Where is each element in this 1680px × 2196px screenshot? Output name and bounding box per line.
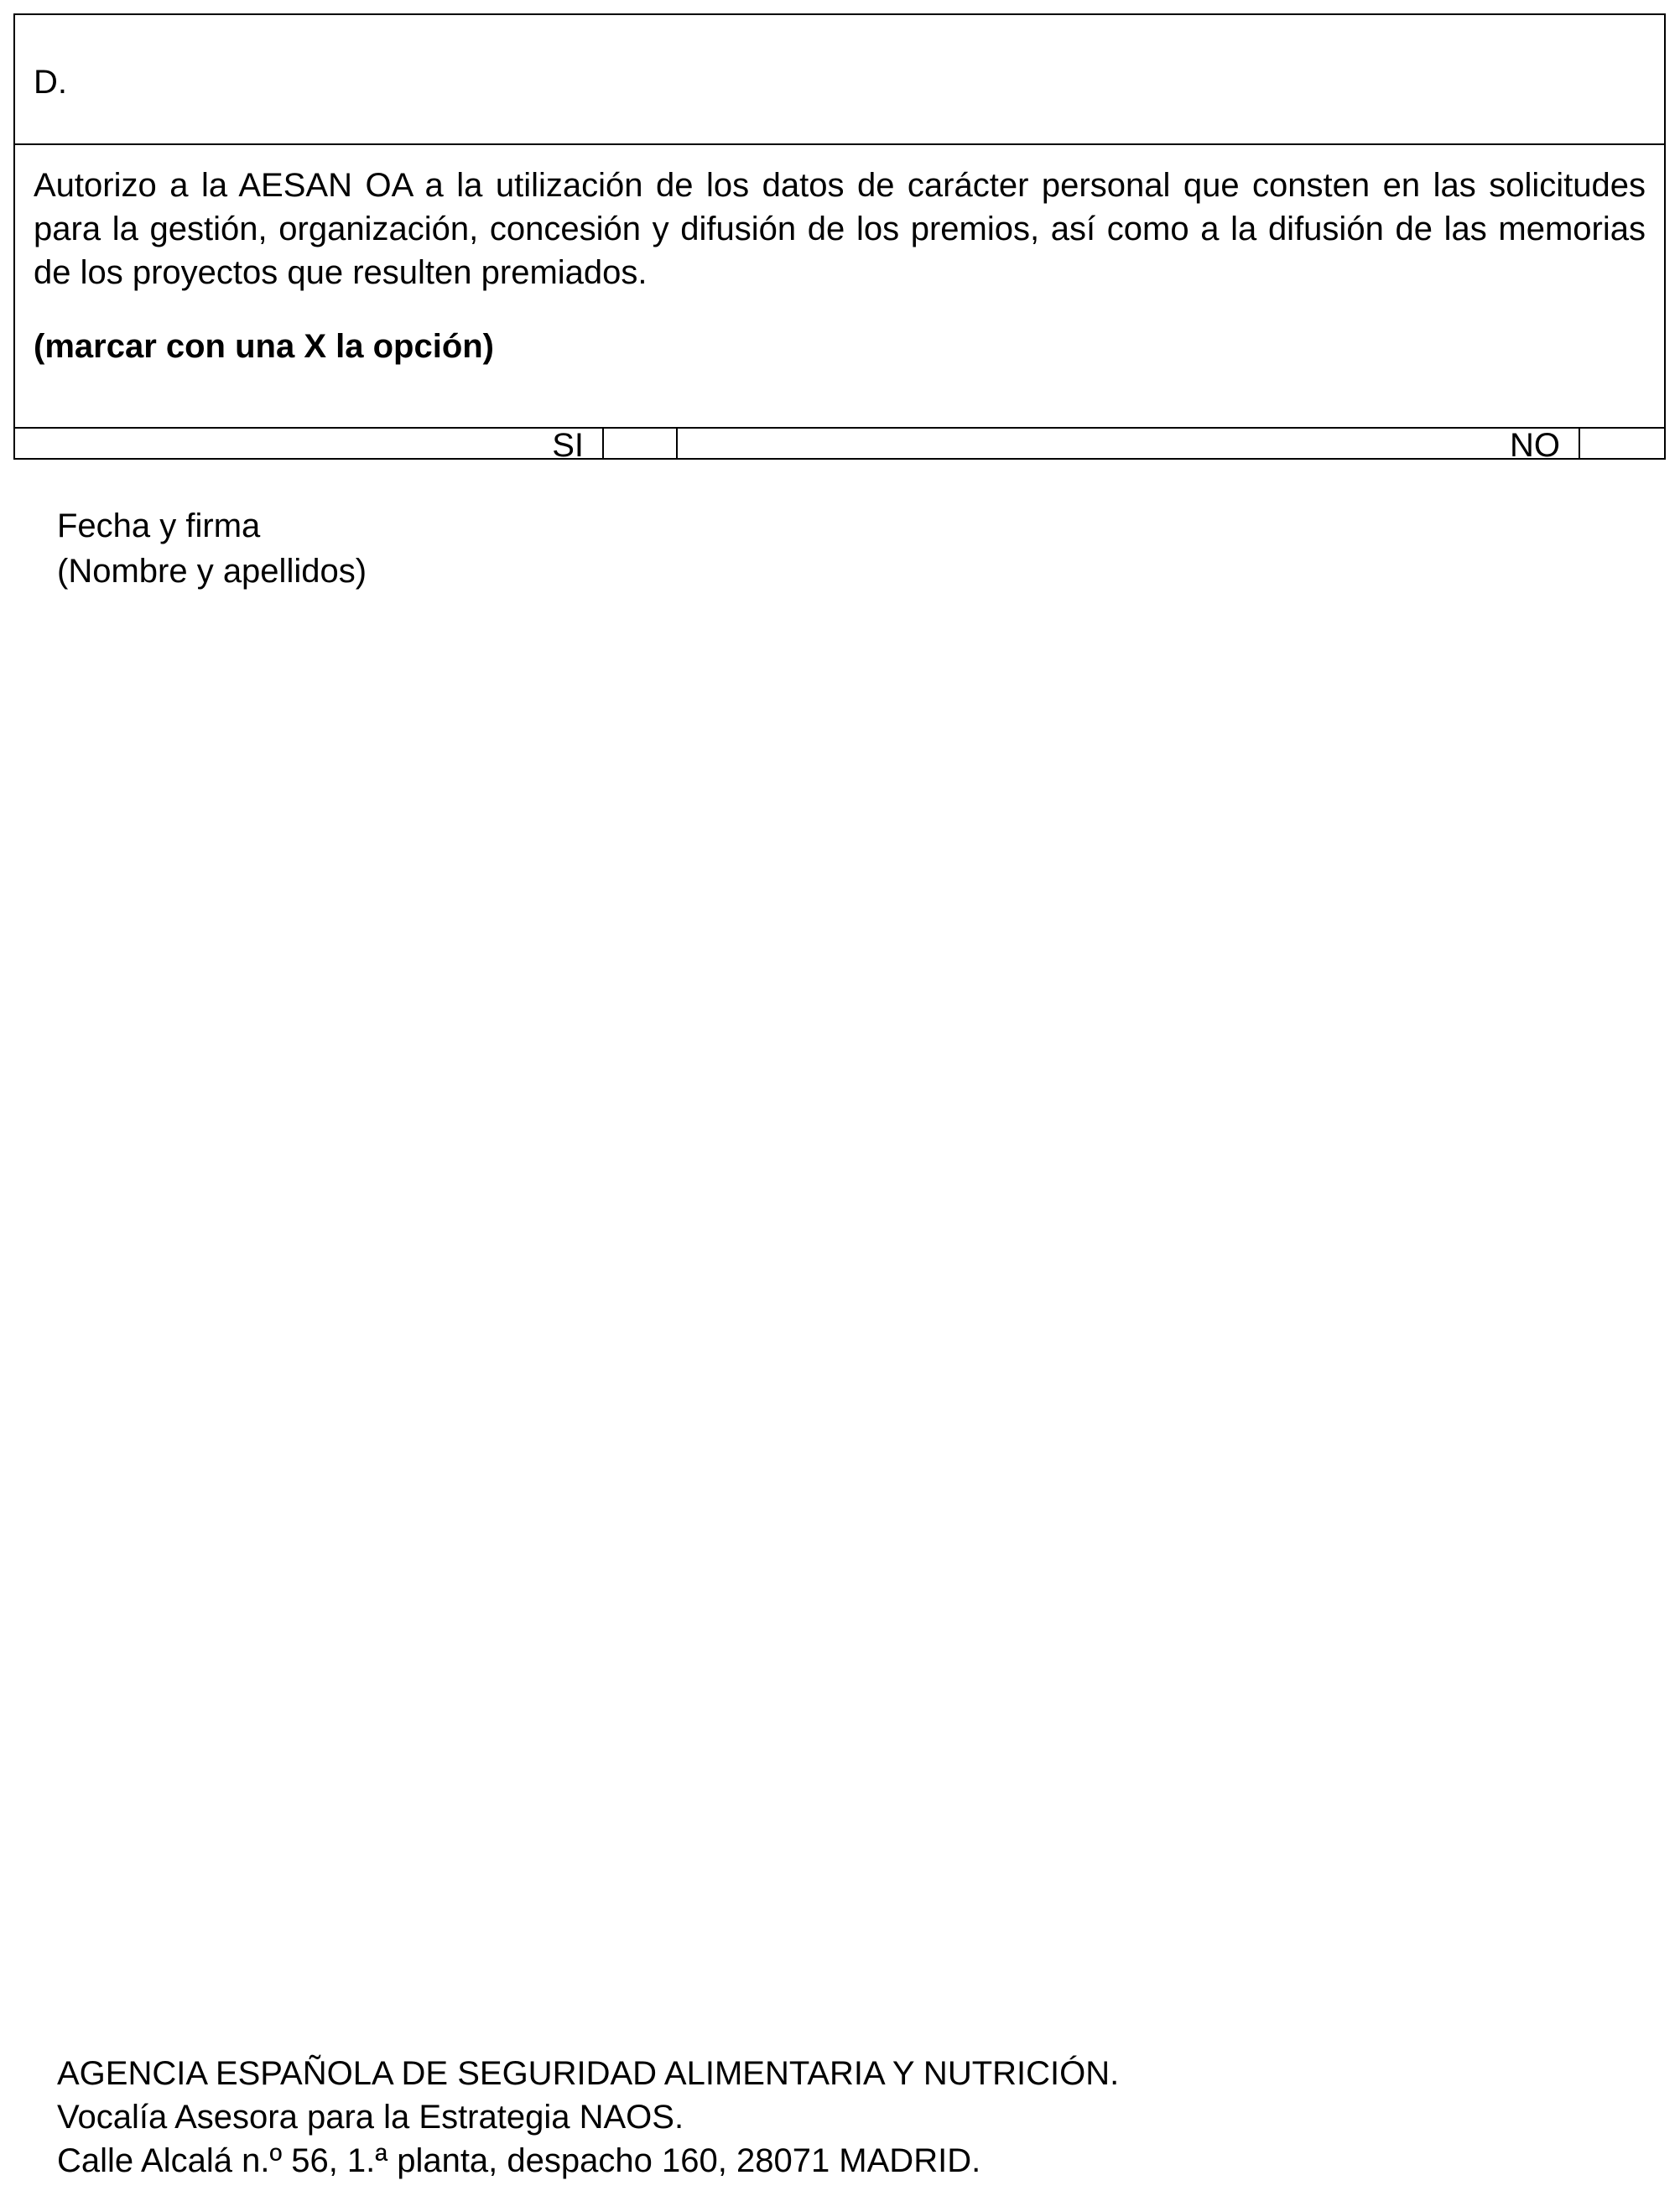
options-row bbox=[15, 427, 1664, 464]
option-no-checkbox[interactable] bbox=[1580, 429, 1664, 458]
signature-block bbox=[57, 503, 367, 594]
name-row[interactable] bbox=[15, 15, 1664, 145]
authorization-row bbox=[15, 145, 1664, 429]
footer-department: Vocalía Asesora para la Estrategia NAOS. bbox=[57, 2099, 684, 2136]
option-yes-label: SI bbox=[15, 429, 604, 458]
authorization-text: Autorizo a la AESAN OA a la utilización de los datos de carácter personal que consten en las solicitudes para la gestión, organización, concesión y difusión de los premios, así como a la difusión de las memorias de los proyectos que resulten premiados. bbox=[34, 167, 1646, 291]
signature-name-label: (Nombre y apellidos) bbox=[57, 553, 367, 590]
authorization-form bbox=[13, 13, 1666, 464]
option-yes-checkbox[interactable] bbox=[604, 429, 678, 458]
instruction-text: (marcar con una X la opción) bbox=[34, 328, 495, 365]
footer-address-line: Calle Alcalá n.º 56, 1.ª planta, despacho 160, 28071 MADRID. bbox=[57, 2142, 981, 2179]
footer-address bbox=[57, 2052, 1119, 2183]
signature-date-label: Fecha y firma bbox=[57, 507, 261, 544]
option-no-label: NO bbox=[678, 429, 1580, 458]
footer-agency: AGENCIA ESPAÑOLA DE SEGURIDAD ALIMENTARIA Y NUTRICIÓN. bbox=[57, 2055, 1120, 2092]
name-label: D. bbox=[34, 64, 67, 101]
